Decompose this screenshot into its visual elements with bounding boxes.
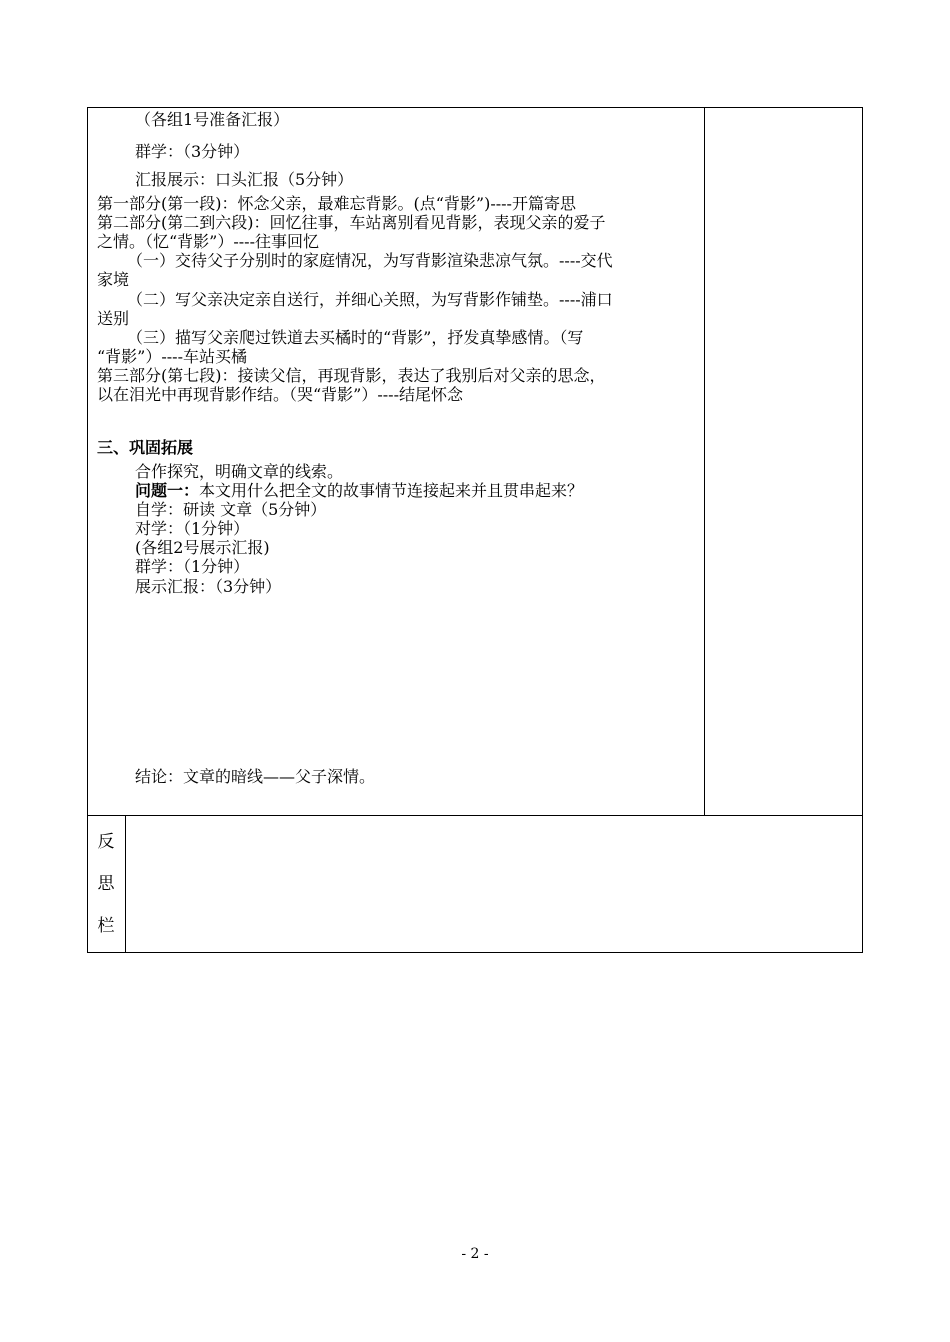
table-divider-horizontal: [87, 815, 863, 816]
text-line: “背影”）----车站买橘: [97, 347, 247, 366]
text-line: （三）描写父亲爬过铁道去买橘时的“背影”，抒发真挚感情。（写: [127, 328, 584, 347]
step-line: 自学：研读 文章（5分钟）: [135, 500, 327, 519]
text-line: （二）写父亲决定亲自送行，并细心关照，为写背影作铺垫。----浦口: [127, 290, 613, 309]
text-line: 第二部分(第二到六段)：回忆往事，车站离别看见背影，表现父亲的爱子: [97, 213, 606, 232]
text-line: 群学：（3分钟）: [135, 142, 250, 161]
step-line: 对学：（1分钟）: [135, 519, 250, 538]
text-line: （一）交待父子分别时的家庭情况，为写背影渲染悲凉气氛。----交代: [127, 251, 613, 270]
text-line: 以在泪光中再现背影作结。（哭“背影”）----结尾怀念: [97, 385, 463, 404]
question-line: [135, 481, 583, 500]
reflection-label: [87, 815, 125, 953]
section-intro: 合作探究，明确文章的线索。: [135, 462, 344, 481]
text-line: 之情。（忆“背影”）----往事回忆: [97, 232, 319, 251]
question-label: 问题一：: [135, 481, 200, 500]
text-line: 送别: [97, 309, 130, 328]
reflection-char: 栏: [97, 916, 115, 936]
reflection-divider: [125, 815, 126, 953]
step-line: 展示汇报：（3分钟）: [135, 577, 282, 596]
table-divider-vertical: [704, 107, 705, 815]
page-number: - 2 -: [461, 1246, 489, 1262]
text-line: 家境: [97, 270, 130, 289]
text-line: 汇报展示：口头汇报（5分钟）: [135, 170, 354, 189]
reflection-char: 反: [97, 832, 115, 852]
question-text: 本文用什么把全文的故事情节连接起来并且贯串起来？: [199, 481, 584, 500]
text-line: 第三部分(第七段)：接读父信，再现背影，表达了我别后对父亲的思念，: [97, 366, 606, 385]
text-line: 第一部分(第一段)：怀念父亲，最难忘背影。(点“背影”)----开篇寄思: [97, 194, 576, 213]
text-line: （各组1号准备汇报）: [135, 110, 290, 129]
section-heading: 三、巩固拓展: [97, 438, 194, 457]
conclusion-line: 结论：文章的暗线——父子深情。: [135, 767, 376, 786]
step-line: 群学：（1分钟）: [135, 557, 250, 576]
step-line: (各组2号展示汇报): [135, 538, 270, 557]
reflection-char: 思: [97, 874, 115, 894]
